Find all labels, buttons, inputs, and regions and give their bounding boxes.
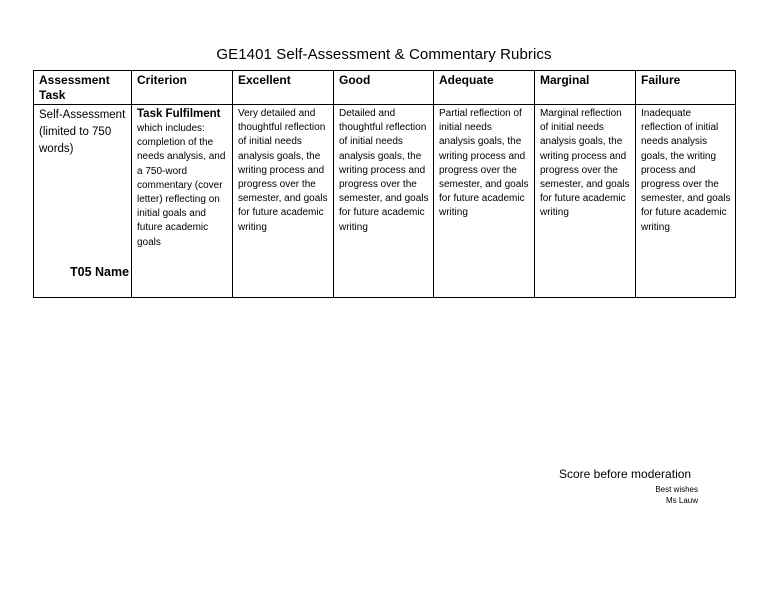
page-title: GE1401 Self-Assessment & Commentary Rubrics <box>216 46 552 64</box>
cell-good: Detailed and thoughtful reflection of initial needs analysis goals, the writing process and progress over the semester, and goals for future academic writing <box>334 105 434 298</box>
rubric-table <box>33 70 736 298</box>
header-marginal: Marginal <box>535 71 636 105</box>
cell-adequate: Partial reflection of initial needs analysis goals, the writing process and progress over the semester, and goals for future academic writing <box>434 105 535 298</box>
header-assessment-task: Assessment Task <box>34 71 132 105</box>
cell-excellent: Very detailed and thoughtful reflection of initial needs analysis goals, the writing process and progress over the semester, and goals for future academic writing <box>233 105 334 298</box>
cell-marginal: Marginal reflection of initial needs analysis goals, the writing process and progress over the semester, and goals for future academic writing <box>535 105 636 298</box>
header-failure: Failure <box>636 71 736 105</box>
header-adequate: Adequate <box>434 71 535 105</box>
rubric-header-row <box>34 71 736 105</box>
cell-criterion <box>132 105 233 298</box>
score-label: Score before moderation <box>559 467 692 481</box>
name-label: T05 Name <box>70 265 130 279</box>
header-criterion: Criterion <box>132 71 233 105</box>
signature-text: Ms Lauw <box>665 496 698 505</box>
rubric-row-self-assessment <box>34 105 736 298</box>
criterion-detail: which includes: completion of the needs analysis, and a 750-word commentary (cover letter) reflecting on initial goals and future academic goals <box>137 123 226 248</box>
header-excellent: Excellent <box>233 71 334 105</box>
cell-failure: Inadequate reflection of initial needs analysis goals, the writing process and progress over the semester, and goals for future academic writing <box>636 105 736 298</box>
closing-block <box>655 484 698 506</box>
header-good: Good <box>334 71 434 105</box>
criterion-title: Task Fulfilment <box>137 108 221 120</box>
closing-text: Best wishes <box>655 485 698 494</box>
cell-task: Self-Assessment (limited to 750 words) <box>34 105 132 298</box>
